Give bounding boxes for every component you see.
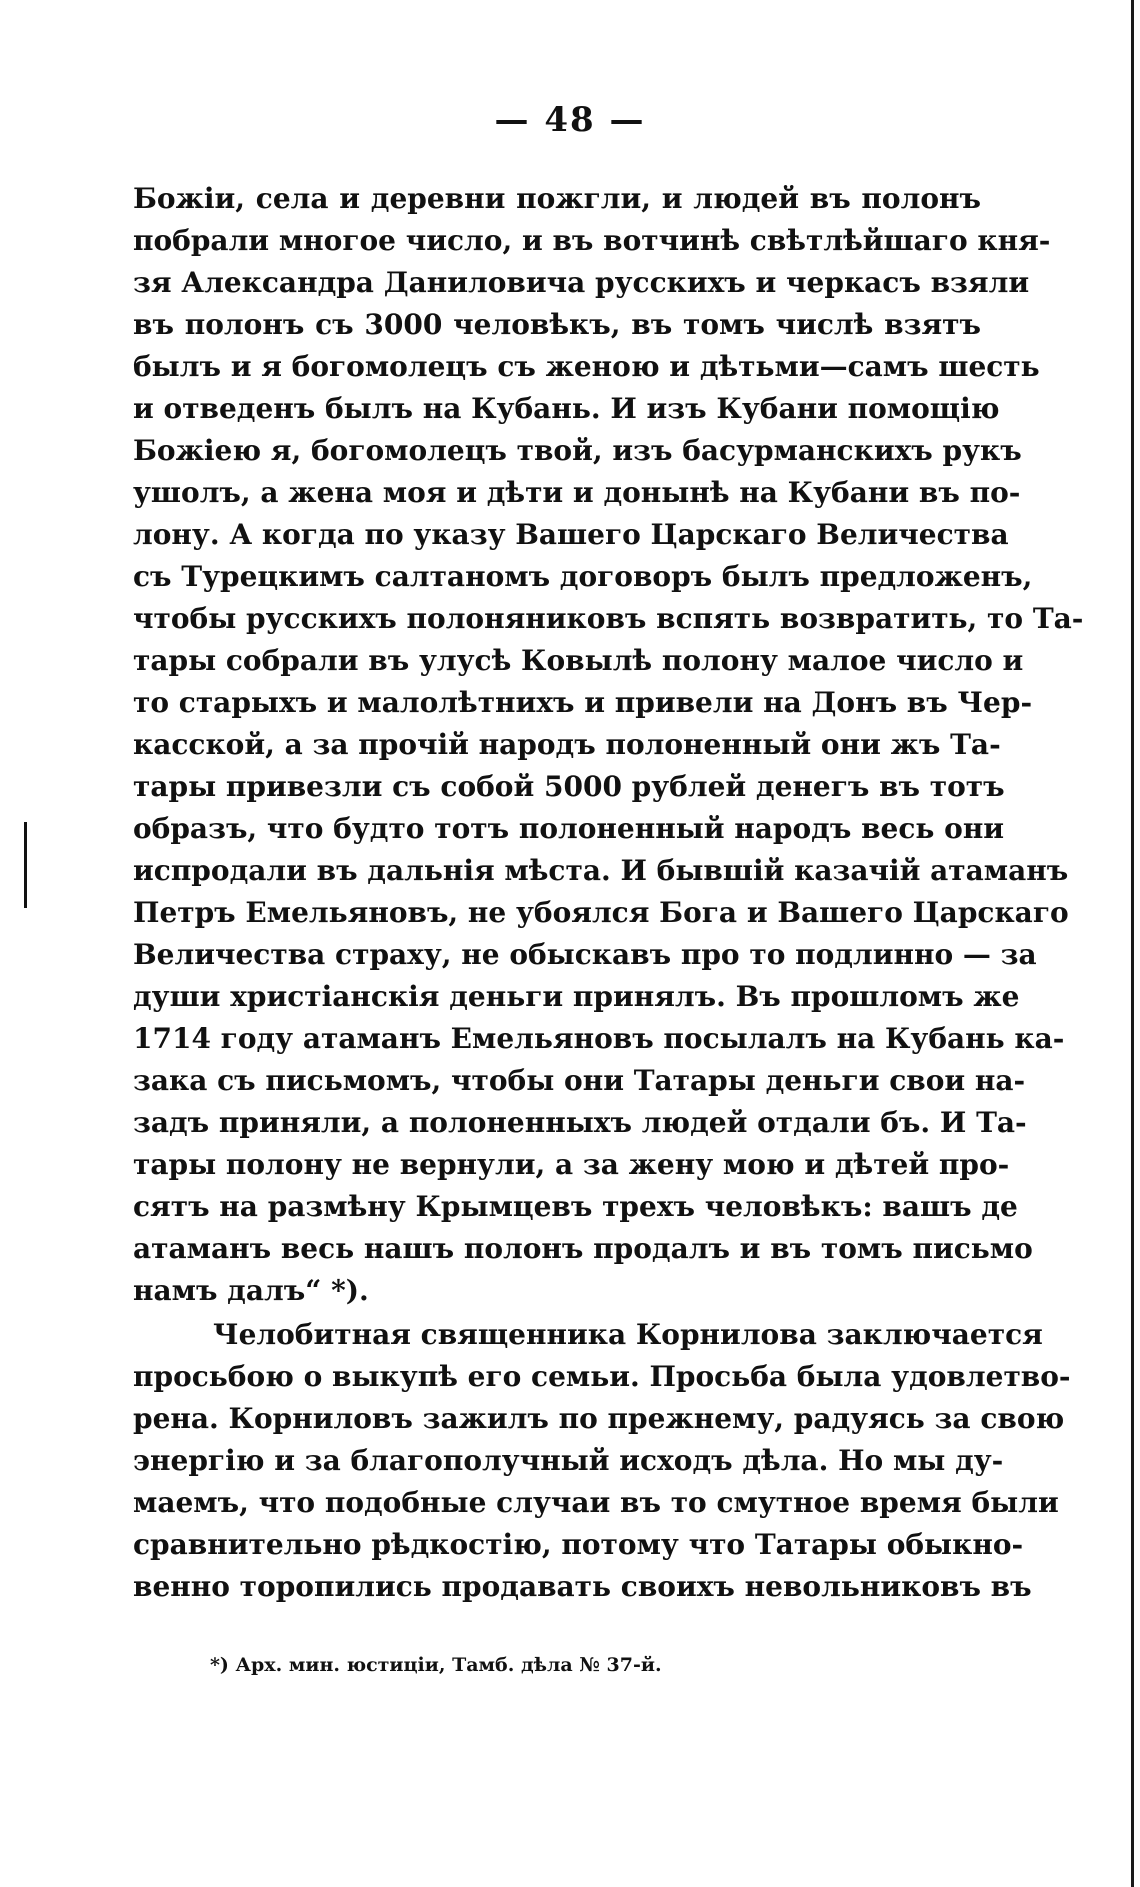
text-line: тары привезли съ собой 5000 рублей денегъ въ тотъ <box>133 770 1005 803</box>
text-line: Петръ Емельяновъ, не убоялся Бога и Вашего Царскаго <box>133 896 1069 929</box>
footnote: *) Арх. мин. юстиціи, Тамб. дѣла № 37-й. <box>210 1654 662 1676</box>
text-line: атаманъ весь нашъ полонъ продалъ и въ томъ письмо <box>133 1232 1033 1265</box>
text-line: чтобы русскихъ полоняниковъ вспять возвратить, то Та- <box>133 602 1084 635</box>
text-line: то старыхъ и малолѣтнихъ и привели на Донъ въ Чер- <box>133 686 1033 719</box>
text-line: съ Турецкимъ салтаномъ договоръ былъ предложенъ, <box>133 560 1033 593</box>
text-line: ушолъ, а жена моя и дѣти и донынѣ на Кубани въ по- <box>133 476 1021 509</box>
text-line: въ полонъ съ 3000 человѣкъ, въ томъ числѣ взятъ <box>133 308 981 341</box>
page-edge-line <box>1131 0 1134 1887</box>
page-number: — 48 — <box>494 100 646 140</box>
text-line: энергію и за благополучный исходъ дѣла. Но мы ду- <box>133 1444 1004 1477</box>
text-line: тары полону не вернули, а за жену мою и дѣтей про- <box>133 1148 1010 1181</box>
text-line: просьбою о выкупѣ его семьи. Просьба была удовлетво- <box>133 1360 1071 1393</box>
text-line: венно торопились продавать своихъ невольниковъ въ <box>133 1570 1032 1603</box>
text-line: Челобитная священника Корнилова заключается <box>213 1318 1043 1351</box>
text-line: 1714 году атаманъ Емельяновъ посылалъ на Кубань ка- <box>133 1022 1065 1055</box>
text-line: и отведенъ былъ на Кубань. И изъ Кубани помощію <box>133 392 1000 425</box>
text-line: испродали въ дальнія мѣста. И бывшій казачій атаманъ <box>133 854 1069 887</box>
text-line: души христіанскія деньги принялъ. Въ прошломъ же <box>133 980 1020 1013</box>
text-line: касской, а за прочій народъ полоненный они жъ Та- <box>133 728 1001 761</box>
text-line: задъ приняли, а полоненныхъ людей отдали бъ. И Та- <box>133 1106 1027 1139</box>
text-line: сравнительно рѣдкостію, потому что Татары обыкно- <box>133 1528 1024 1561</box>
paragraph-1 <box>133 178 1084 1312</box>
text-line: тары собрали въ улусѣ Ковылѣ полону малое число и <box>133 644 1024 677</box>
text-line: лону. А когда по указу Вашего Царскаго Величества <box>133 518 1009 551</box>
text-line: образъ, что будто тотъ полоненный народъ весь они <box>133 812 1005 845</box>
paragraph-2 <box>133 1314 1071 1608</box>
text-line: побрали многое число, и въ вотчинѣ свѣтлѣйшаго кня- <box>133 224 1051 257</box>
margin-mark <box>24 822 27 908</box>
text-line: сятъ на размѣну Крымцевъ трехъ человѣкъ: вашъ де <box>133 1190 1018 1223</box>
text-line: былъ и я богомолецъ съ женою и дѣтьми—самъ шесть <box>133 350 1040 383</box>
text-line: маемъ, что подобные случаи въ то смутное время были <box>133 1486 1059 1519</box>
text-line: Величества страху, не обыскавъ про то подлинно — за <box>133 938 1037 971</box>
text-line: зя Александра Даниловича русскихъ и черкасъ взяли <box>133 266 1030 299</box>
text-line: зака съ письмомъ, чтобы они Татары деньги свои на- <box>133 1064 1026 1097</box>
text-line: рена. Корниловъ зажилъ по прежнему, радуясь за свою <box>133 1402 1065 1435</box>
text-line: Божіею я, богомолецъ твой, изъ басурманскихъ рукъ <box>133 434 1022 467</box>
body-text <box>133 178 1084 1608</box>
text-line: намъ далъ“ *). <box>133 1274 369 1307</box>
text-line: Божіи, села и деревни пожгли, и людей въ полонъ <box>133 182 981 215</box>
